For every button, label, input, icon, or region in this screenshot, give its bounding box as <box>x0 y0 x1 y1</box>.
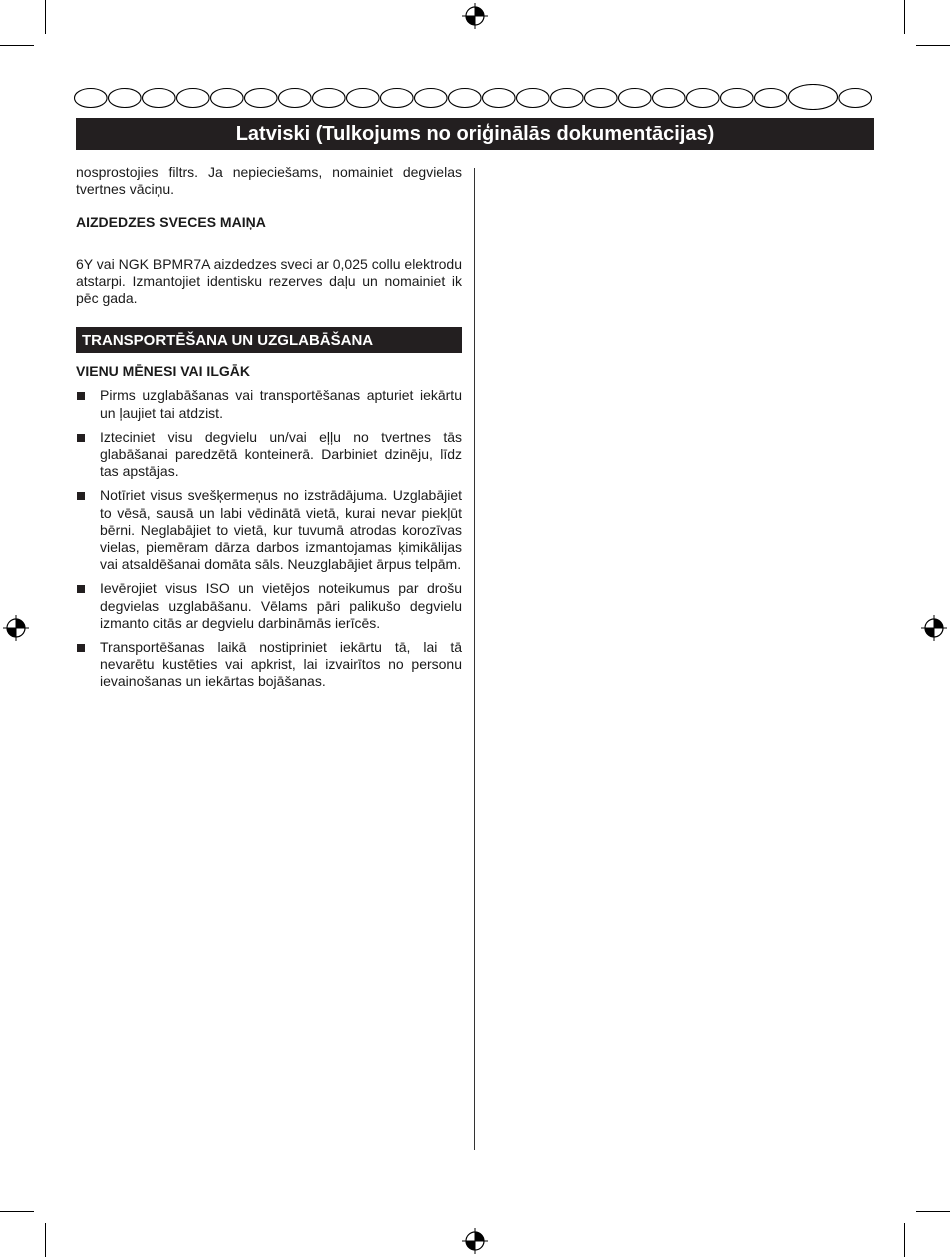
language-tab <box>75 89 108 108</box>
language-tab <box>653 89 686 108</box>
bullet-square-icon <box>77 585 85 593</box>
bullet-square-icon <box>77 492 85 500</box>
list-item <box>76 639 462 691</box>
crop-mark <box>45 0 46 34</box>
list-item <box>76 387 462 421</box>
language-tab <box>381 89 414 108</box>
crop-mark <box>45 1223 46 1257</box>
column-divider <box>474 168 475 1150</box>
language-tab <box>483 89 516 108</box>
language-tab <box>839 89 872 108</box>
list-item <box>76 487 462 573</box>
language-tab <box>177 89 210 108</box>
language-tab <box>415 89 448 108</box>
language-tab <box>721 89 754 108</box>
crop-mark <box>916 1211 950 1212</box>
list-item-text: Pirms uzglabāšanas vai transportēšanas apturiet iekārtu un ļaujiet tai atdzist. <box>100 387 462 421</box>
registration-mark-icon <box>462 3 488 29</box>
list-item-text: Ievērojiet visus ISO un vietējos noteikumus par drošu degvielas uzglabāšanu. Vēlams pāri palikušo degvielu izmanto citās ar degvielu darbināmās ierīcēs. <box>100 580 462 631</box>
list-item <box>76 580 462 632</box>
spark-plug-paragraph: 6Y vai NGK BPMR7A aizdedzes sveci ar 0,025 collu elektrodu atstarpi. Izmantojiet identisku rezerves daļu un nomainiet ik pēc gada. <box>76 255 462 307</box>
language-tab <box>109 89 142 108</box>
bullet-square-icon <box>77 644 85 652</box>
intro-paragraph: nosprostojies filtrs. Ja nepieciešams, nomainiet degvielas tvertnes vāciņu. <box>76 164 462 198</box>
page-title: Latviski (Tulkojums no oriģinālās dokumentācijas) <box>76 118 874 150</box>
language-tab <box>551 89 584 108</box>
language-tab <box>449 89 482 108</box>
bullet-square-icon <box>77 434 85 442</box>
language-tab <box>347 89 380 108</box>
language-tab <box>313 89 346 108</box>
crop-mark <box>904 1223 905 1257</box>
language-tab <box>755 89 788 108</box>
language-tab <box>143 89 176 108</box>
storage-list <box>76 387 462 690</box>
language-tab <box>585 89 618 108</box>
list-item-text: Izteciniet visu degvielu un/vai eļļu no tvertnes tās glabāšanai paredzētā konteinerā. Darbiniet dzinēju, līdz tas apstājas. <box>100 428 462 480</box>
spark-plug-heading: AIZDEDZES SVECES MAIŅA <box>76 214 266 231</box>
crop-mark <box>904 0 905 34</box>
language-tab <box>211 89 244 108</box>
registration-mark-icon <box>462 1228 488 1254</box>
list-item <box>76 429 462 481</box>
crop-mark <box>0 45 34 46</box>
language-tab-active <box>789 85 838 110</box>
bullet-square-icon <box>77 392 85 400</box>
left-column <box>76 164 462 698</box>
language-tab <box>687 89 720 108</box>
monthly-heading: VIENU MĒNESI VAI ILGĀK <box>76 363 250 380</box>
language-tab <box>279 89 312 108</box>
registration-mark-icon <box>3 615 29 641</box>
language-tab <box>517 89 550 108</box>
language-tab <box>245 89 278 108</box>
crop-mark <box>0 1211 34 1212</box>
crop-mark <box>916 45 950 46</box>
list-item-text: Notīriet visus svešķermeņus no izstrādājuma. Uzglabājiet to vēsā, sausā un labi vēdinātā vietā, kurai nevar piekļūt bērni. Neglabājiet to vietā, kur tuvumā atrodas korozīvas vielas, piemēram dārza darbos izmantojamas ķimikālijas vai atsaldēšanai domāta sāls. Neuzglabājiet ārpus telpām. <box>100 487 462 573</box>
section-heading-transport: TRANSPORTĒŠANA UN UZGLABĀŠANA <box>76 327 462 353</box>
list-item-text: Transportēšanas laikā nostipriniet iekārtu tā, lai tā nevarētu kustēties vai apkrist, lai izvairītos no personu ievainošanas un iekārtas bojāšanas. <box>100 639 462 690</box>
language-tabs <box>73 84 875 110</box>
language-tab <box>619 89 652 108</box>
registration-mark-icon <box>921 615 947 641</box>
